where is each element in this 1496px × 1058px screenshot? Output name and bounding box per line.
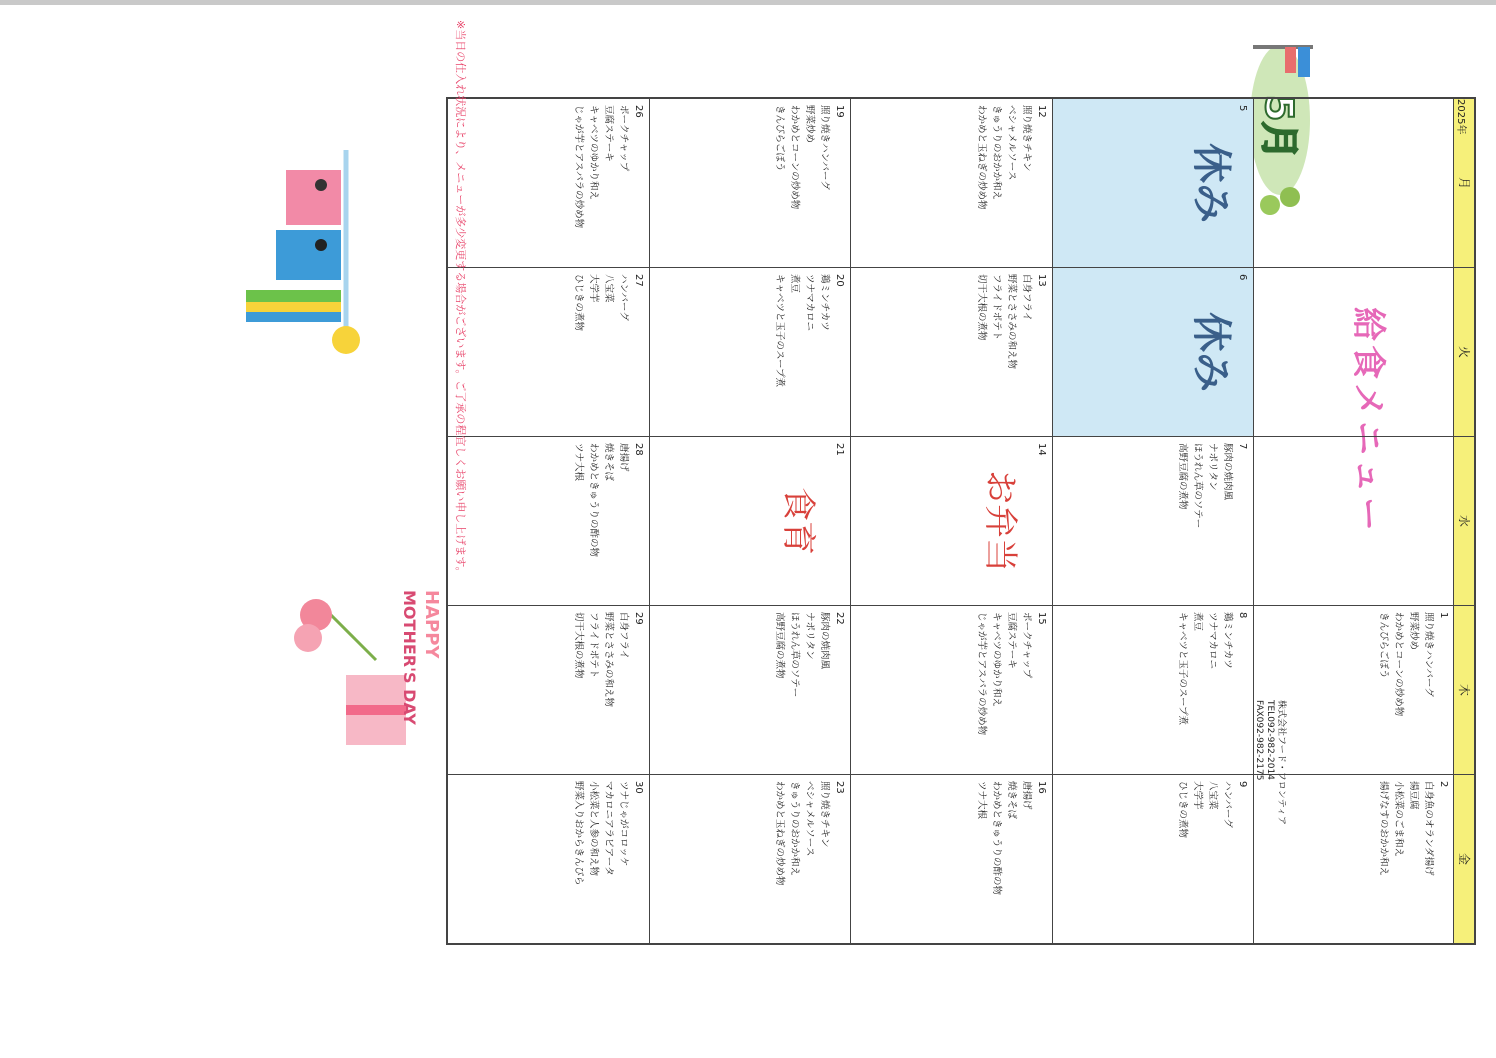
menu-item: フライドポテト xyxy=(990,274,1002,341)
day-cell xyxy=(650,268,850,437)
menu-item: きゅうりのおかか和え xyxy=(990,105,1002,201)
day-cell xyxy=(448,606,649,775)
day-cell xyxy=(1053,606,1253,775)
footer-note: ※当日の仕入れ状況により、メニューが多少変更する場合がございます。ご了承の程宜しくお願い申し上げます。 xyxy=(454,20,467,578)
menu-item: きんぴらごぼう xyxy=(774,105,786,172)
menu-item: ポークチャップ xyxy=(618,105,630,172)
day-cell xyxy=(650,775,850,943)
day-number: 2 xyxy=(1438,781,1449,788)
menu-calendar xyxy=(446,97,1476,945)
day-cell xyxy=(1254,775,1454,943)
menu-item: わかめと玉ねぎの炒め物 xyxy=(975,105,987,210)
menu-item: ツナ大根 xyxy=(975,781,987,820)
menu-item: 豚肉の焼肉風 xyxy=(819,612,831,670)
menu-item: 高野豆腐の煮物 xyxy=(774,612,786,679)
menu-item: キャベツと玉子のスープ煮 xyxy=(1176,612,1188,726)
menu-item: 野菜炒め xyxy=(1408,612,1419,651)
menu-item: 煮豆 xyxy=(789,274,801,294)
company-fax: FAX092-982-2175 xyxy=(1254,700,1264,781)
day-number: 23 xyxy=(834,781,846,794)
weekday-header xyxy=(1453,99,1474,943)
menu-item: 大学芋 xyxy=(1191,781,1203,810)
koinobori-illustration xyxy=(186,130,366,360)
menu-item: 揚豆腐 xyxy=(1408,781,1419,810)
day-number: 29 xyxy=(633,612,645,625)
menu-item: ツナマカロニ xyxy=(1206,612,1218,670)
menu-item: わかめと玉ねぎの炒め物 xyxy=(774,781,786,886)
mothers-day-text: MOTHER'S DAY xyxy=(400,590,419,725)
menu-item: 野菜とささみの和え物 xyxy=(1005,274,1017,370)
menu-item: ナポリタン xyxy=(804,612,816,660)
day-cell xyxy=(1254,268,1454,437)
menu-item: 小松菜と人参の和え物 xyxy=(588,781,600,877)
menu-item: ハンバーグ xyxy=(1221,781,1233,828)
menu-item: 焼きそば xyxy=(1005,781,1017,820)
day-cell xyxy=(1053,437,1253,606)
day-cell xyxy=(650,437,850,606)
menu-item: キャベツと玉子のスープ煮 xyxy=(774,274,786,388)
day-cell xyxy=(448,268,649,437)
menu-item: 八宝菜 xyxy=(603,274,615,303)
weekday-tue: 火 xyxy=(1454,268,1474,437)
holiday-label: 休み xyxy=(1187,143,1234,223)
menu-item: ほうれん草のソテー xyxy=(1191,443,1203,529)
day-number: 15 xyxy=(1035,612,1047,625)
weekday-wed: 水 xyxy=(1454,437,1474,606)
menu-item: ツナじゃがコロッケ xyxy=(618,781,630,867)
menu-item: 白身フライ xyxy=(618,612,630,660)
menu-item: わかめとコーンの炒め物 xyxy=(1393,612,1404,717)
menu-item: 大学芋 xyxy=(588,274,600,303)
menu-item: フライドポテト xyxy=(588,612,600,679)
menu-item: 野菜入りおからきんぴら xyxy=(573,781,585,886)
day-number: 26 xyxy=(633,105,645,118)
week-row xyxy=(1253,99,1454,943)
menu-item: わかめとコーンの炒め物 xyxy=(789,105,801,210)
day-cell xyxy=(851,268,1051,437)
day-number: 27 xyxy=(633,274,645,287)
day-number: 21 xyxy=(834,443,846,456)
week-row xyxy=(850,99,1051,943)
menu-item: ツナ大根 xyxy=(573,443,585,482)
company-tel: TEL092-982-2014 xyxy=(1265,700,1275,780)
page-title: 給食メニュー xyxy=(1348,307,1388,535)
day-cell xyxy=(1254,99,1454,268)
menu-item: 鶏ミンチカツ xyxy=(819,274,831,331)
menu-item: 高野豆腐の煮物 xyxy=(1176,443,1188,510)
day-number: 19 xyxy=(834,105,846,118)
menu-item: 小松菜のごま和え xyxy=(1393,781,1404,858)
company-name: 株式会社フード・フロンティア xyxy=(1276,700,1286,826)
day-number: 16 xyxy=(1035,781,1047,794)
holiday-label: 休み xyxy=(1187,312,1234,392)
week-row xyxy=(448,99,649,943)
day-cell xyxy=(1254,437,1454,606)
menu-item: 野菜とささみの和え物 xyxy=(603,612,615,708)
day-number: 28 xyxy=(633,443,645,456)
day-cell xyxy=(1053,99,1253,268)
day-number: 20 xyxy=(834,274,846,287)
day-cell xyxy=(851,99,1051,268)
menu-item: キャベツのゆかり和え xyxy=(990,612,1002,708)
day-cell xyxy=(1053,268,1253,437)
day-number: 22 xyxy=(834,612,846,625)
calendar-rows xyxy=(448,99,1454,943)
menu-item: 切干大根の煮物 xyxy=(573,612,585,679)
day-number: 9 xyxy=(1236,781,1248,788)
day-number: 12 xyxy=(1035,105,1047,118)
day-cell xyxy=(448,775,649,943)
menu-item: 唐揚げ xyxy=(618,443,630,472)
menu-item: きゅうりのおかか和え xyxy=(789,781,801,877)
day-number: 13 xyxy=(1035,274,1047,287)
menu-item: 照り焼きハンバーグ xyxy=(1423,612,1434,697)
day-cell xyxy=(851,775,1051,943)
menu-item: 豆腐ステーキ xyxy=(603,105,615,162)
menu-item: 煮豆 xyxy=(1191,612,1203,632)
handwritten-note: 食育 xyxy=(778,487,819,555)
menu-item: 白身フライ xyxy=(1020,274,1032,322)
menu-item: ツナマカロニ xyxy=(804,274,816,332)
menu-item: じゃが芋とアスパラの炒め物 xyxy=(573,105,585,229)
menu-item: 豆腐ステーキ xyxy=(1005,612,1017,669)
menu-item: 揚げなすのおかか和え xyxy=(1378,781,1389,877)
day-number: 5 xyxy=(1236,105,1248,112)
weekday-fri: 金 xyxy=(1457,852,1471,865)
weekday-mon: 月 xyxy=(1454,99,1474,268)
menu-item: ほうれん草のソテー xyxy=(789,612,801,698)
day-cell xyxy=(448,99,649,268)
menu-item: ひじきの煮物 xyxy=(1176,781,1188,839)
menu-item: ベシャメルソース xyxy=(1005,105,1017,181)
menu-item: 焼きそば xyxy=(603,443,615,482)
handwritten-note: お弁当 xyxy=(979,470,1020,572)
menu-item: ハンバーグ xyxy=(618,274,630,321)
menu-item: 照り焼きハンバーグ xyxy=(819,105,831,190)
mothers-day-happy: HAPPY xyxy=(421,590,442,659)
day-cell xyxy=(851,437,1051,606)
menu-item: わかめときゅうりの酢の物 xyxy=(990,781,1002,896)
week-row xyxy=(1052,99,1253,943)
day-number: 1 xyxy=(1438,612,1449,619)
menu-item: 野菜炒め xyxy=(804,105,816,144)
day-cell xyxy=(1053,775,1253,943)
week-row xyxy=(649,99,850,943)
menu-item: じゃが芋とアスパラの炒め物 xyxy=(975,612,987,736)
menu-item: ひじきの煮物 xyxy=(573,274,585,332)
menu-item: 切干大根の煮物 xyxy=(975,274,987,341)
menu-item: 八宝菜 xyxy=(1206,781,1218,810)
day-cell xyxy=(448,437,649,606)
menu-item: 豚肉の焼肉風 xyxy=(1221,443,1233,501)
day-number: 6 xyxy=(1236,274,1248,281)
menu-item: 唐揚げ xyxy=(1020,781,1032,810)
day-cell xyxy=(1254,606,1454,775)
day-cell xyxy=(650,606,850,775)
day-number: 7 xyxy=(1236,443,1248,450)
menu-item: 照り焼きチキン xyxy=(819,781,831,848)
month-badge-text: 5月 xyxy=(1257,95,1301,160)
day-number: 14 xyxy=(1035,443,1047,456)
day-cell xyxy=(851,606,1051,775)
menu-item: ナポリタン xyxy=(1206,443,1218,491)
menu-item: 白身魚のオランダ揚げ xyxy=(1423,781,1434,876)
menu-item: わかめときゅうりの酢の物 xyxy=(588,443,600,558)
weekday-thu: 木 xyxy=(1454,606,1474,775)
mothers-day-illustration xyxy=(276,580,466,800)
day-number: 30 xyxy=(633,781,645,794)
menu-item: 照り焼きチキン xyxy=(1020,105,1032,172)
day-cell xyxy=(650,99,850,268)
menu-item: 鶏ミンチカツ xyxy=(1221,612,1233,669)
menu-item: キャベツのゆかり和え xyxy=(588,105,600,201)
menu-item: ポークチャップ xyxy=(1020,612,1032,679)
day-number: 8 xyxy=(1236,612,1248,619)
menu-item: きんぴらごぼう xyxy=(1378,612,1389,679)
menu-item: マカロニアラビアータ xyxy=(603,781,615,876)
year-label: 2025年 xyxy=(1455,99,1466,135)
menu-item: ベシャメルソース xyxy=(804,781,816,857)
